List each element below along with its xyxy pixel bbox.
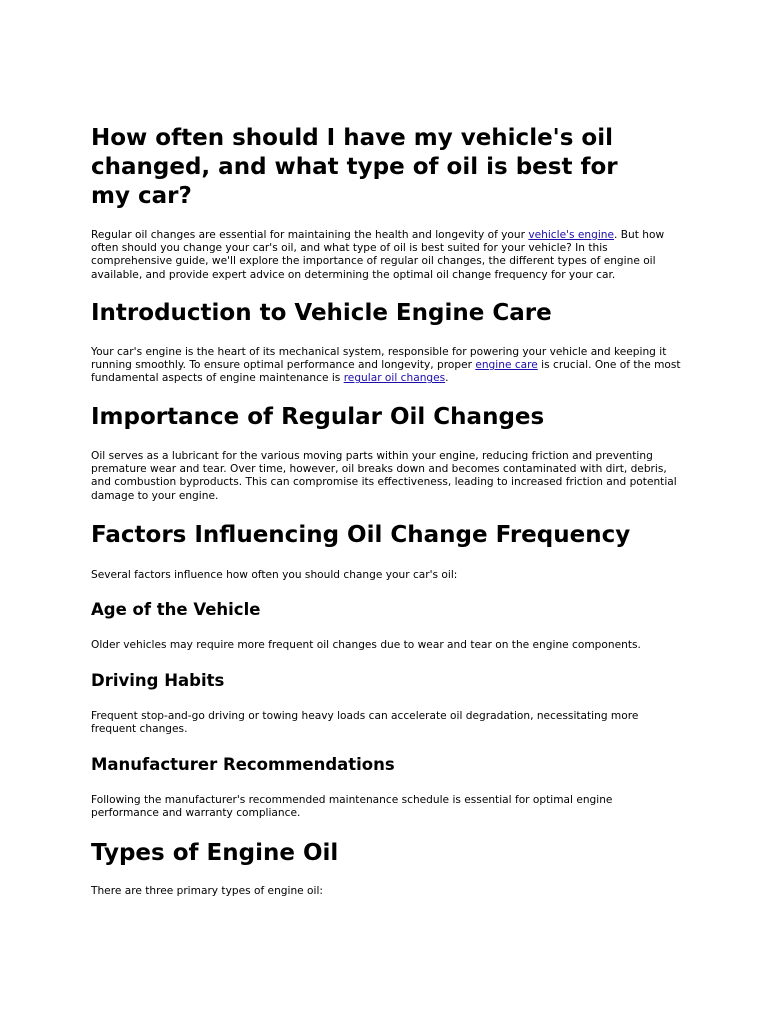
article-title: How often should I have my vehicle's oil changed, and what type of oil is best for my car? — [91, 125, 618, 209]
intro-text-after: . But how often should you change your car's oil, and what type of oil is best suited for your vehicle? In this comprehensive guide, we'll explore the importance of regular oil changes, the different types of engine oil available, and provide expert advice on determining the optimal oil change frequency for your car. — [91, 229, 665, 281]
intro-paragraph — [91, 229, 683, 282]
factors-paragraph: Several factors influence how often you should change your car's oil: — [91, 569, 458, 581]
regular-oil-changes-link[interactable]: regular oil changes — [343, 372, 446, 385]
heading-manufacturer-recommendations: Manufacturer Recommendations — [91, 755, 395, 774]
engine-care-link[interactable]: engine care — [475, 359, 538, 372]
heading-driving-habits: Driving Habits — [91, 671, 225, 690]
driving-paragraph: Frequent stop-and-go driving or towing heavy loads can accelerate oil degradation, necessitating more frequent changes. — [91, 710, 639, 736]
engine-care-text-3: . — [445, 372, 449, 385]
engine-care-text-2: is crucial. One of the most fundamental aspects of engine maintenance is — [91, 359, 681, 385]
heading-engine-care: Introduction to Vehicle Engine Care — [91, 300, 552, 326]
manufacturer-paragraph: Following the manufacturer's recommended maintenance schedule is essential for optimal engine performance and warranty compliance. — [91, 794, 613, 820]
age-paragraph: Older vehicles may require more frequent oil changes due to wear and tear on the engine components. — [91, 639, 641, 651]
heading-types-of-oil: Types of Engine Oil — [91, 840, 339, 866]
heading-importance: Importance of Regular Oil Changes — [91, 404, 545, 430]
engine-care-paragraph — [91, 346, 683, 386]
heading-factors: Factors Influencing Oil Change Frequency — [91, 522, 631, 548]
importance-paragraph: Oil serves as a lubricant for the various moving parts within your engine, reducing friction and preventing premature wear and tear. Over time, however, oil breaks down and becomes contaminated with dirt, debris, and combustion byproducts. This can compromise its effectiveness, leading to increased friction and potential damage to your engine. — [91, 450, 677, 502]
engine-care-text-1: Your car's engine is the heart of its mechanical system, responsible for powering your vehicle and keeping it running smoothly. To ensure optimal performance and longevity, proper — [91, 346, 667, 372]
types-paragraph: There are three primary types of engine oil: — [91, 885, 323, 897]
intro-text-before: Regular oil changes are essential for maintaining the health and longevity of your — [91, 229, 529, 241]
heading-age-of-vehicle: Age of the Vehicle — [91, 600, 261, 619]
vehicles-engine-link[interactable]: vehicle's engine — [528, 229, 615, 241]
